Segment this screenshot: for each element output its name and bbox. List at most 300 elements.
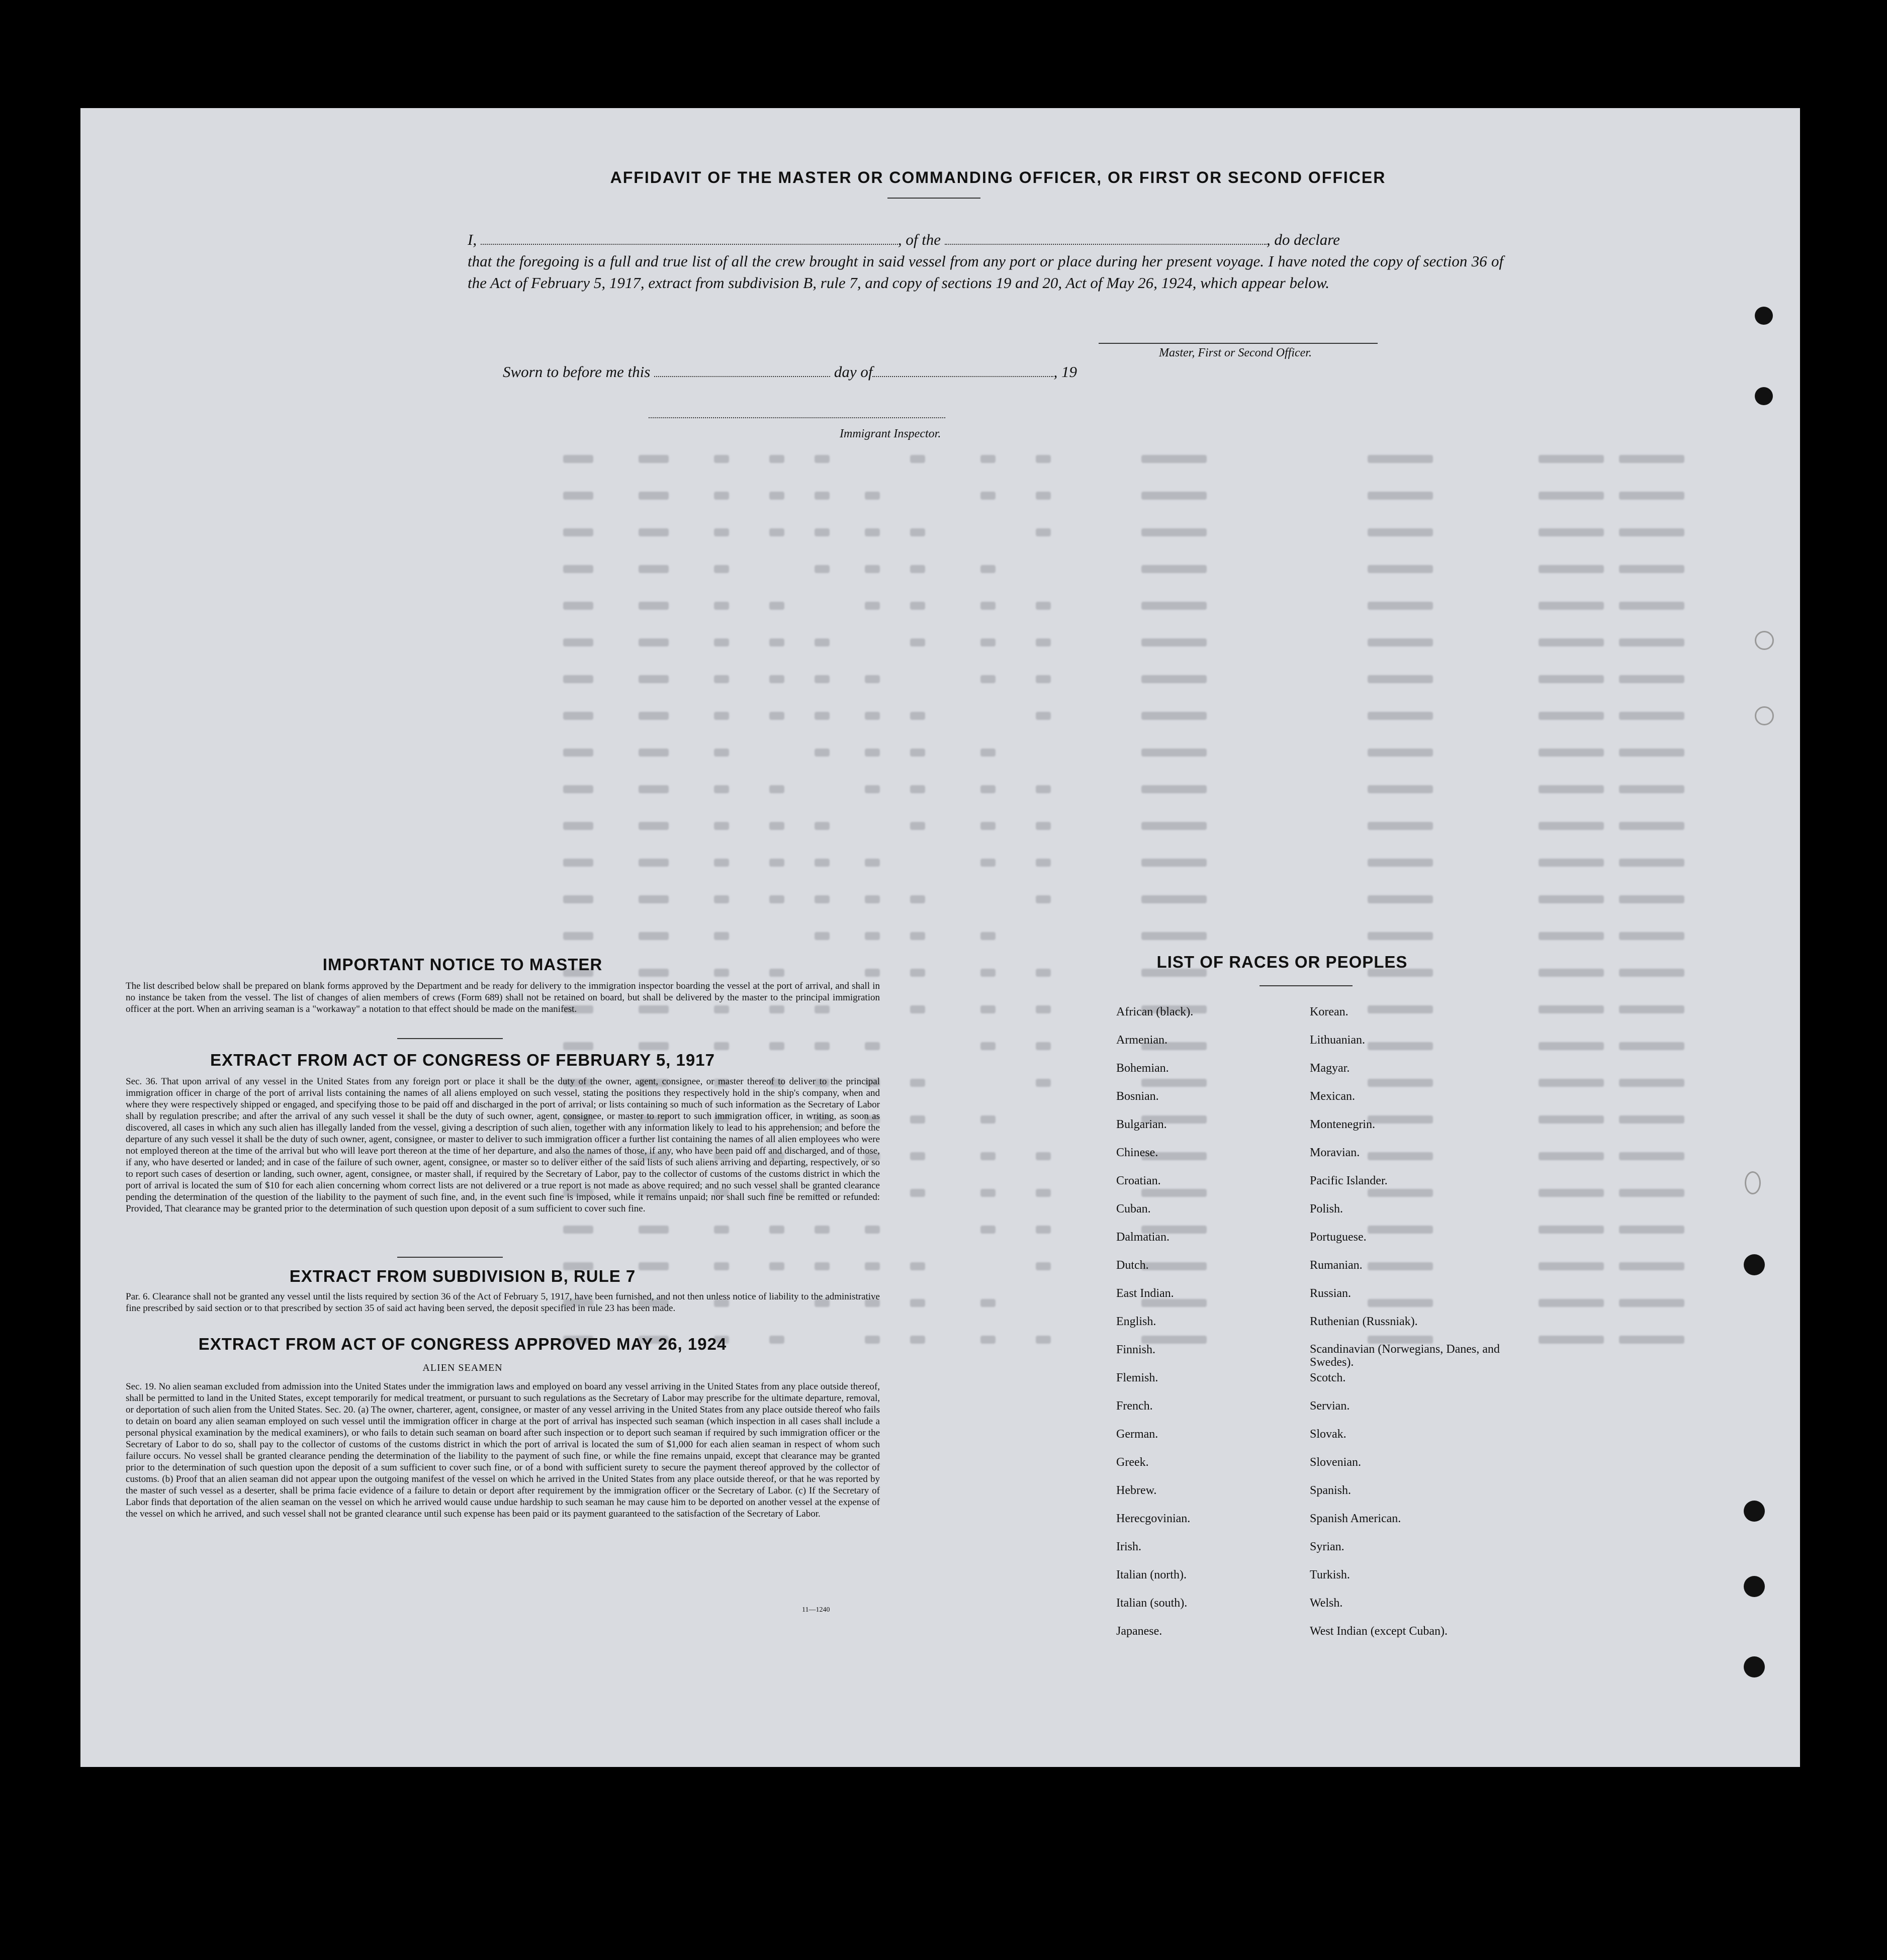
race-item: East Indian.	[1116, 1287, 1174, 1300]
bleed-through-mark	[639, 1042, 669, 1050]
race-item: Japanese.	[1116, 1625, 1162, 1638]
bleed-through-mark	[815, 932, 830, 940]
bleed-through-mark	[714, 712, 729, 720]
race-item: Flemish.	[1116, 1371, 1158, 1384]
race-item: Finnish.	[1116, 1343, 1156, 1356]
bleed-through-mark	[1141, 455, 1207, 463]
bleed-through-mark	[1539, 822, 1604, 830]
bleed-through-mark	[1619, 749, 1684, 757]
bleed-through-mark	[980, 1005, 996, 1013]
bleed-through-mark	[1141, 675, 1207, 683]
bleed-through-mark	[639, 565, 669, 573]
bleed-through-mark	[1141, 895, 1207, 903]
of-the-label: , of the	[897, 231, 941, 248]
bleed-through-mark	[639, 675, 669, 683]
signature-caption: Master, First or Second Officer.	[1159, 346, 1312, 359]
bleed-through-mark	[910, 638, 925, 646]
bleed-through-mark	[1036, 1336, 1051, 1344]
bleed-through-mark	[1619, 1152, 1684, 1160]
sworn-day-field[interactable]	[654, 362, 830, 377]
bleed-through-mark	[865, 1336, 880, 1344]
bleed-through-mark	[1619, 1336, 1684, 1344]
bleed-through-mark	[815, 1262, 830, 1270]
bleed-through-mark	[1141, 565, 1207, 573]
bleed-through-mark	[815, 712, 830, 720]
bleed-through-mark	[1036, 455, 1051, 463]
day-of-label: day of	[834, 363, 873, 381]
bleed-through-mark	[769, 1226, 784, 1234]
binder-hole	[1744, 1656, 1765, 1677]
bleed-through-mark	[815, 895, 830, 903]
bleed-through-mark	[1619, 712, 1684, 720]
bleed-through-mark	[1036, 492, 1051, 500]
bleed-through-mark	[714, 638, 729, 646]
bleed-through-mark	[1368, 749, 1433, 757]
race-item: Chinese.	[1116, 1146, 1158, 1159]
bleed-through-mark	[865, 492, 880, 500]
bleed-through-mark	[865, 602, 880, 610]
bleed-through-mark	[980, 822, 996, 830]
race-item: Ruthenian (Russniak).	[1310, 1315, 1418, 1328]
bleed-through-mark	[1619, 1042, 1684, 1050]
bleed-through-mark	[1036, 528, 1051, 536]
bleed-through-mark	[980, 969, 996, 977]
race-item: Slovenian.	[1310, 1456, 1361, 1469]
bleed-through-mark	[1368, 638, 1433, 646]
form-number: 11—1240	[802, 1606, 830, 1614]
race-item: Syrian.	[1310, 1540, 1344, 1553]
bleed-through-mark	[910, 1189, 925, 1197]
bleed-through-mark	[769, 602, 784, 610]
bleed-through-mark	[980, 1115, 996, 1124]
year-label: , 19	[1053, 363, 1077, 381]
race-item: Pacific Islander.	[1310, 1174, 1388, 1187]
bleed-through-mark	[815, 859, 830, 867]
race-item: Spanish American.	[1310, 1512, 1401, 1525]
bleed-through-mark	[563, 712, 593, 720]
notice-title: IMPORTANT NOTICE TO MASTER	[322, 955, 603, 974]
bleed-through-mark	[1539, 859, 1604, 867]
bleed-through-mark	[714, 675, 729, 683]
bleed-through-mark	[1539, 675, 1604, 683]
bleed-through-mark	[815, 528, 830, 536]
document-page	[80, 108, 1800, 1767]
bleed-through-mark	[563, 1042, 593, 1050]
bleed-through-mark	[815, 749, 830, 757]
bleed-through-mark	[639, 602, 669, 610]
bleed-through-mark	[1036, 895, 1051, 903]
inspector-line	[649, 417, 945, 418]
bleed-through-mark	[769, 859, 784, 867]
bleed-through-mark	[980, 1042, 996, 1050]
bleed-through-mark	[980, 1226, 996, 1234]
bleed-through-mark	[1036, 822, 1051, 830]
declaration-i: I,	[468, 231, 477, 248]
race-item: West Indian (except Cuban).	[1310, 1625, 1448, 1638]
inspector-caption: Immigrant Inspector.	[840, 427, 941, 440]
bleed-through-mark	[1036, 675, 1051, 683]
bleed-through-mark	[639, 712, 669, 720]
bleed-through-mark	[1539, 1115, 1604, 1124]
race-item: Portuguese.	[1310, 1231, 1367, 1244]
bleed-through-mark	[1036, 1152, 1051, 1160]
bleed-through-mark	[1539, 1005, 1604, 1013]
bleed-through-mark	[815, 1042, 830, 1050]
bleed-through-mark	[910, 712, 925, 720]
bleed-through-mark	[865, 565, 880, 573]
race-item: Servian.	[1310, 1399, 1350, 1413]
bleed-through-mark	[1368, 602, 1433, 610]
bleed-through-mark	[980, 455, 996, 463]
alien-seamen-subtitle: ALIEN SEAMEN	[422, 1362, 503, 1373]
bleed-through-mark	[769, 492, 784, 500]
bleed-through-mark	[1539, 1336, 1604, 1344]
declaration-body: that the foregoing is a full and true list of all the crew brought in said vessel from any port or place during her present voyage. I have noted the copy of section 36 of the Act of February 5, 1917, extract from subdivision B, rule 7, and copy of sections 19 and 20, Act of May 26, 1924, which appear below.	[468, 252, 1503, 292]
bleed-through-mark	[1539, 969, 1604, 977]
affidavit-title: AFFIDAVIT OF THE MASTER OR COMMANDING OFFICER, OR FIRST OR SECOND OFFICER	[610, 168, 1386, 186]
race-item: Dalmatian.	[1116, 1231, 1170, 1244]
bleed-through-mark	[1368, 565, 1433, 573]
notice-text: The list described below shall be prepared on blank forms approved by the Department and be ready for delivery to the immigration inspector boarding the vessel at the port of arrival, and shall in no instance be taken from the vessel. The list of changes of alien members of crews (Form 689) shall not be retained on board, but shall be delivered by the master to the principal immigration officer at the port. When an arriving seaman is a "workaway" a notation to that effect should be made on the manifest.	[126, 981, 880, 1014]
bleed-through-mark	[1619, 932, 1684, 940]
bleed-through-mark	[1036, 1005, 1051, 1013]
race-item: Croatian.	[1116, 1174, 1161, 1187]
race-item: Bohemian.	[1116, 1062, 1169, 1075]
bleed-through-mark	[1141, 492, 1207, 500]
extract-1924-title: EXTRACT FROM ACT OF CONGRESS APPROVED MAY 26, 1924	[198, 1335, 727, 1353]
bleed-through-mark	[1141, 932, 1207, 940]
bleed-through-mark	[563, 528, 593, 536]
bleed-through-mark	[910, 1079, 925, 1087]
bleed-through-mark	[714, 565, 729, 573]
bleed-through-mark	[910, 528, 925, 536]
bleed-through-mark	[1539, 1226, 1604, 1234]
race-item: Moravian.	[1310, 1146, 1360, 1159]
race-item: Italian (north).	[1116, 1568, 1187, 1581]
bleed-through-mark	[1368, 859, 1433, 867]
races-title: LIST OF RACES OR PEOPLES	[1156, 953, 1408, 971]
bleed-through-mark	[1368, 528, 1433, 536]
bleed-through-mark	[563, 675, 593, 683]
bleed-through-mark	[639, 638, 669, 646]
bleed-through-mark	[714, 749, 729, 757]
races-column-2	[1310, 998, 1521, 1645]
race-item: Spanish.	[1310, 1484, 1352, 1497]
bleed-through-mark	[639, 749, 669, 757]
bleed-through-mark	[1539, 932, 1604, 940]
race-item: Bulgarian.	[1116, 1118, 1167, 1131]
bleed-through-mark	[1539, 712, 1604, 720]
bleed-through-mark	[1539, 1299, 1604, 1307]
bleed-through-mark	[865, 749, 880, 757]
race-item: Mexican.	[1310, 1090, 1355, 1103]
bleed-through-mark	[714, 785, 729, 793]
bleed-through-mark	[1141, 859, 1207, 867]
bleed-through-mark	[1619, 1115, 1684, 1124]
bleed-through-mark	[980, 1299, 996, 1307]
bleed-through-mark	[1036, 638, 1051, 646]
race-item: Scandinavian (Norwegians, Danes, and Swedes).	[1310, 1343, 1500, 1369]
binder-ring	[1745, 1171, 1761, 1194]
bleed-through-mark	[910, 1262, 925, 1270]
bleed-through-mark	[865, 1226, 880, 1234]
race-item: French.	[1116, 1399, 1153, 1413]
bleed-through-mark	[563, 822, 593, 830]
bleed-through-mark	[980, 785, 996, 793]
bleed-through-mark	[1539, 492, 1604, 500]
bleed-through-mark	[1619, 602, 1684, 610]
bleed-through-mark	[1619, 1226, 1684, 1234]
binder-hole	[1744, 1254, 1765, 1275]
bleed-through-mark	[639, 859, 669, 867]
bleed-through-mark	[1539, 602, 1604, 610]
bleed-through-mark	[769, 785, 784, 793]
extract-1924-text: Sec. 19. No alien seaman excluded from admission into the United States under the immigration laws and employed on board any vessel arriving in the United States from any place outside thereof, shall be permitted to land in the United States, except temporarily for medical treatment, or pursuant to such regulations as the Secretary of Labor may prescribe for the ultimate departure, removal, or deportation of such alien from the United States. Sec. 20. (a) The owner, charterer, agent, consignee, or master of any vessel arriving in the United States from any place outside thereof who fails to detain on board any alien seaman employed on such vessel until the immigration officer in charge at the port of arrival has inspected such seaman (which inspection in all cases shall include a personal physical examination by the medical examiners), or who fails to detain such seaman on board after such inspection or to deport such seaman if required by such immigration officer or the Secretary of Labor to do so, shall pay to the collector of customs of the customs district in which the port of arrival is located the sum of $1,000 for each alien seaman in respect of whom such failure occurs. No vessel shall be granted clearance pending the determination of the liability to the payment of such fine, or while the fine remains unpaid, except that clearance may be granted prior to the determination of such question upon the deposit of a sum sufficient to cover such fine, or of a bond with sufficient surety to secure the payment thereof approved by the collector of customs. (b) Proof that an alien seaman did not appear upon the outgoing manifest of the vessel on which he arrived in the United States from any place outside thereof, or that he was reported by the master of such vessel as a deserter, shall be prima facie evidence of a failure to detain or deport after requirement by the immigration officer or the Secretary of Labor. (c) If the Secretary of Labor finds that deportation of the alien seaman on the vessel on which he arrived would cause undue hardship to such seaman he may cause him to be deported on another vessel at the expense of the vessel on which he arrived, and such vessel shall not be granted clearance until such expense has been paid or its payment guaranteed to the satisfaction of the Secretary of Labor.	[126, 1381, 880, 1519]
bleed-through-mark	[910, 969, 925, 977]
bleed-through-mark	[980, 1189, 996, 1197]
bleed-through-mark	[815, 675, 830, 683]
bleed-through-mark	[910, 455, 925, 463]
bleed-through-mark	[910, 602, 925, 610]
bleed-through-mark	[865, 1262, 880, 1270]
bleed-through-mark	[1539, 895, 1604, 903]
bleed-through-mark	[1539, 1152, 1604, 1160]
race-item: Greek.	[1116, 1456, 1149, 1469]
bleed-through-mark	[1141, 785, 1207, 793]
races-column-1	[1116, 998, 1307, 1645]
bleed-through-mark	[865, 895, 880, 903]
bleed-through-mark	[563, 895, 593, 903]
bleed-through-mark	[910, 1005, 925, 1013]
binder-ring	[1755, 706, 1774, 725]
bleed-through-mark	[865, 969, 880, 977]
bleed-through-mark	[910, 1336, 925, 1344]
bleed-through-mark	[1619, 1005, 1684, 1013]
race-item: Polish.	[1310, 1202, 1343, 1216]
bleed-through-mark	[769, 455, 784, 463]
bleed-through-mark	[1539, 455, 1604, 463]
bleed-through-mark	[815, 492, 830, 500]
race-item: Italian (south).	[1116, 1597, 1188, 1610]
bleed-through-mark	[563, 785, 593, 793]
race-item: Turkish.	[1310, 1568, 1350, 1581]
bleed-through-mark	[1619, 455, 1684, 463]
bleed-through-mark	[563, 638, 593, 646]
binder-ring	[1755, 631, 1774, 650]
race-item: German.	[1116, 1428, 1158, 1441]
race-item: Montenegrin.	[1310, 1118, 1375, 1131]
bleed-through-mark	[1141, 712, 1207, 720]
rule-7-text: Par. 6. Clearance shall not be granted any vessel until the lists required by section 36 of the Act of February 5, 1917, have been furnished, and not then unless notice of liability to the administrative fine prescribed by said section or to that prescribed by section 35 of said act having been served, the deposit specified in rule 23 has been made.	[126, 1291, 880, 1314]
bleed-through-mark	[1619, 785, 1684, 793]
do-declare-label: , do declare	[1266, 231, 1340, 248]
bleed-through-mark	[980, 749, 996, 757]
bleed-through-mark	[1368, 932, 1433, 940]
bleed-through-mark	[815, 822, 830, 830]
race-item: Russian.	[1310, 1287, 1352, 1300]
bleed-through-mark	[1368, 492, 1433, 500]
extract-1917-text: Sec. 36. That upon arrival of any vessel in the United States from any foreign port or place it shall be the duty of the owner, agent, consignee, or master thereof to deliver to the principal immigration officer in charge of the port of arrival lists containing the names of all aliens employed on such vessel, stating the positions they respectively hold in the ship's company, when and where they were respectively shipped or engaged, and specifying those to be paid off and discharged in the port of arrival; or lists containing so much of such information as the Secretary of Labor shall by regulation prescribe; and after the arrival of any such vessel it shall be the duty of such owner, agent, consignee, or master to report to such immigration officer, in writing, as soon as discovered, all cases in which any such alien has illegally landed from the vessel, giving a description of such alien, together with any information likely to lead to his apprehension; and before the departure of any such vessel it shall be the duty of such owner, agent, consignee, or master to deliver to such immigration officer a further list containing the names of all alien employees who were not employed thereon at the time of the arrival but who will leave port thereon at the time of her departure, and also the names of those, if any, who have been paid off and discharged, and of those, if any, who have deserted or landed; and in case of the failure of such owner, agent, consignee, or master so to deliver either of the said lists of such aliens arriving and departing, respectively, or so to report such cases of desertion or landing, such owner, agent, consignee, or master shall, if required by the Secretary of Labor, pay to the collector of customs of the customs district in which the port of arrival is located the sum of $10 for each alien concerning whom correct lists are not delivered or a true report is not made as above required; and no such vessel shall be granted clearance pending the determination of the question of the liability to the payment of such fine, and, in the event such fine is imposed, while it remains unpaid; nor shall such fine be remitted or refunded: Provided, That clearance may be granted prior to the determination of such question upon deposit of a sum sufficient to cover such fine.	[126, 1076, 880, 1214]
bleed-through-mark	[639, 528, 669, 536]
bleed-through-mark	[769, 822, 784, 830]
bleed-through-mark	[769, 895, 784, 903]
bleed-through-mark	[1619, 675, 1684, 683]
bleed-through-mark	[980, 859, 996, 867]
bleed-through-mark	[980, 492, 996, 500]
bleed-through-mark	[910, 1152, 925, 1160]
bleed-through-mark	[980, 1336, 996, 1344]
race-item: Bosnian.	[1116, 1090, 1159, 1103]
bleed-through-mark	[714, 492, 729, 500]
bleed-through-mark	[1368, 822, 1433, 830]
bleed-through-mark	[1539, 565, 1604, 573]
bleed-through-mark	[910, 785, 925, 793]
bleed-through-mark	[714, 528, 729, 536]
sworn-month-field[interactable]	[872, 362, 1053, 377]
bleed-through-mark	[639, 785, 669, 793]
bleed-through-mark	[1619, 1189, 1684, 1197]
bleed-through-mark	[910, 1115, 925, 1124]
bleed-through-mark	[769, 712, 784, 720]
bleed-through-mark	[1539, 1079, 1604, 1087]
bleed-through-mark	[714, 859, 729, 867]
extract-1917-title: EXTRACT FROM ACT OF CONGRESS OF FEBRUARY 5, 1917	[210, 1051, 715, 1069]
races-rule	[1260, 985, 1353, 986]
bleed-through-mark	[865, 528, 880, 536]
sworn-line	[503, 362, 1077, 381]
bleed-through-mark	[1141, 749, 1207, 757]
bleed-through-mark	[769, 675, 784, 683]
bleed-through-mark	[980, 602, 996, 610]
bleed-through-mark	[865, 1042, 880, 1050]
bleed-through-mark	[815, 1226, 830, 1234]
bleed-through-mark	[1619, 528, 1684, 536]
bleed-through-mark	[639, 1226, 669, 1234]
bleed-through-mark	[910, 895, 925, 903]
bleed-through-mark	[1036, 785, 1051, 793]
bleed-through-mark	[769, 1042, 784, 1050]
bleed-through-mark	[1619, 895, 1684, 903]
bleed-through-mark	[1036, 1262, 1051, 1270]
bleed-through-mark	[910, 822, 925, 830]
bleed-through-mark	[865, 785, 880, 793]
bleed-through-mark	[910, 1299, 925, 1307]
race-item: Dutch.	[1116, 1259, 1149, 1272]
signature-line	[1099, 343, 1378, 344]
vessel-field[interactable]	[945, 230, 1267, 245]
bleed-through-mark	[1141, 528, 1207, 536]
bleed-through-mark	[1368, 455, 1433, 463]
bleed-through-mark	[563, 455, 593, 463]
bleed-through-mark	[980, 1152, 996, 1160]
bleed-through-mark	[1619, 859, 1684, 867]
bleed-through-mark	[1368, 895, 1433, 903]
bleed-through-mark	[1036, 969, 1051, 977]
bleed-through-mark	[1539, 785, 1604, 793]
bleed-through-mark	[1539, 749, 1604, 757]
bleed-through-mark	[910, 932, 925, 940]
bleed-through-mark	[1619, 969, 1684, 977]
race-item: Cuban.	[1116, 1202, 1151, 1216]
race-item: Scotch.	[1310, 1371, 1346, 1384]
race-item: Rumanian.	[1310, 1259, 1363, 1272]
bleed-through-mark	[1036, 859, 1051, 867]
bleed-through-mark	[1619, 1262, 1684, 1270]
bleed-through-mark	[1036, 1189, 1051, 1197]
race-item: Magyar.	[1310, 1062, 1350, 1075]
bleed-through-mark	[1619, 1079, 1684, 1087]
race-item: Armenian.	[1116, 1034, 1167, 1047]
bleed-through-mark	[910, 565, 925, 573]
bleed-through-mark	[714, 1042, 729, 1050]
race-item: Korean.	[1310, 1005, 1349, 1018]
bleed-through-mark	[563, 1226, 593, 1234]
bleed-through-mark	[1141, 638, 1207, 646]
bleed-through-mark	[639, 455, 669, 463]
binder-hole	[1744, 1501, 1765, 1522]
bleed-through-mark	[980, 565, 996, 573]
bleed-through-mark	[1141, 822, 1207, 830]
bleed-through-mark	[1141, 602, 1207, 610]
bleed-through-mark	[563, 565, 593, 573]
bleed-through-mark	[1036, 1226, 1051, 1234]
bleed-through-mark	[865, 932, 880, 940]
bleed-through-mark	[639, 895, 669, 903]
race-item: Herecgovinian.	[1116, 1512, 1191, 1525]
title-rule	[887, 198, 980, 199]
bleed-through-mark	[639, 822, 669, 830]
sworn-label: Sworn to before me this	[503, 363, 651, 381]
bleed-through-mark	[714, 602, 729, 610]
bleed-through-mark	[714, 822, 729, 830]
bleed-through-mark	[815, 565, 830, 573]
bleed-through-mark	[910, 749, 925, 757]
bleed-through-mark	[714, 932, 729, 940]
rule-7-title: EXTRACT FROM SUBDIVISION B, RULE 7	[289, 1267, 636, 1285]
section-rule	[397, 1257, 503, 1258]
name-field[interactable]	[481, 230, 898, 245]
bleed-through-mark	[1539, 1189, 1604, 1197]
bleed-through-mark	[1619, 565, 1684, 573]
bleed-through-mark	[815, 455, 830, 463]
bleed-through-mark	[1619, 638, 1684, 646]
bleed-through-mark	[1368, 675, 1433, 683]
section-rule	[397, 1038, 503, 1039]
bleed-through-mark	[865, 712, 880, 720]
race-item: Slovak.	[1310, 1428, 1346, 1441]
bleed-through-mark	[1036, 712, 1051, 720]
bleed-through-mark	[1036, 1042, 1051, 1050]
bleed-through-mark	[639, 932, 669, 940]
bleed-through-mark	[639, 492, 669, 500]
bleed-through-mark	[980, 932, 996, 940]
bleed-through-mark	[1619, 1299, 1684, 1307]
bleed-through-mark	[865, 675, 880, 683]
race-item: Irish.	[1116, 1540, 1141, 1553]
bleed-through-mark	[714, 895, 729, 903]
binder-hole	[1755, 307, 1773, 325]
bleed-through-mark	[563, 932, 593, 940]
bleed-through-mark	[1539, 528, 1604, 536]
binder-hole	[1744, 1576, 1765, 1597]
bleed-through-mark	[714, 1226, 729, 1234]
bleed-through-mark	[1368, 785, 1433, 793]
bleed-through-mark	[563, 749, 593, 757]
bleed-through-mark	[1539, 1262, 1604, 1270]
race-item: English.	[1116, 1315, 1156, 1328]
race-item: Hebrew.	[1116, 1484, 1157, 1497]
bleed-through-mark	[1036, 602, 1051, 610]
